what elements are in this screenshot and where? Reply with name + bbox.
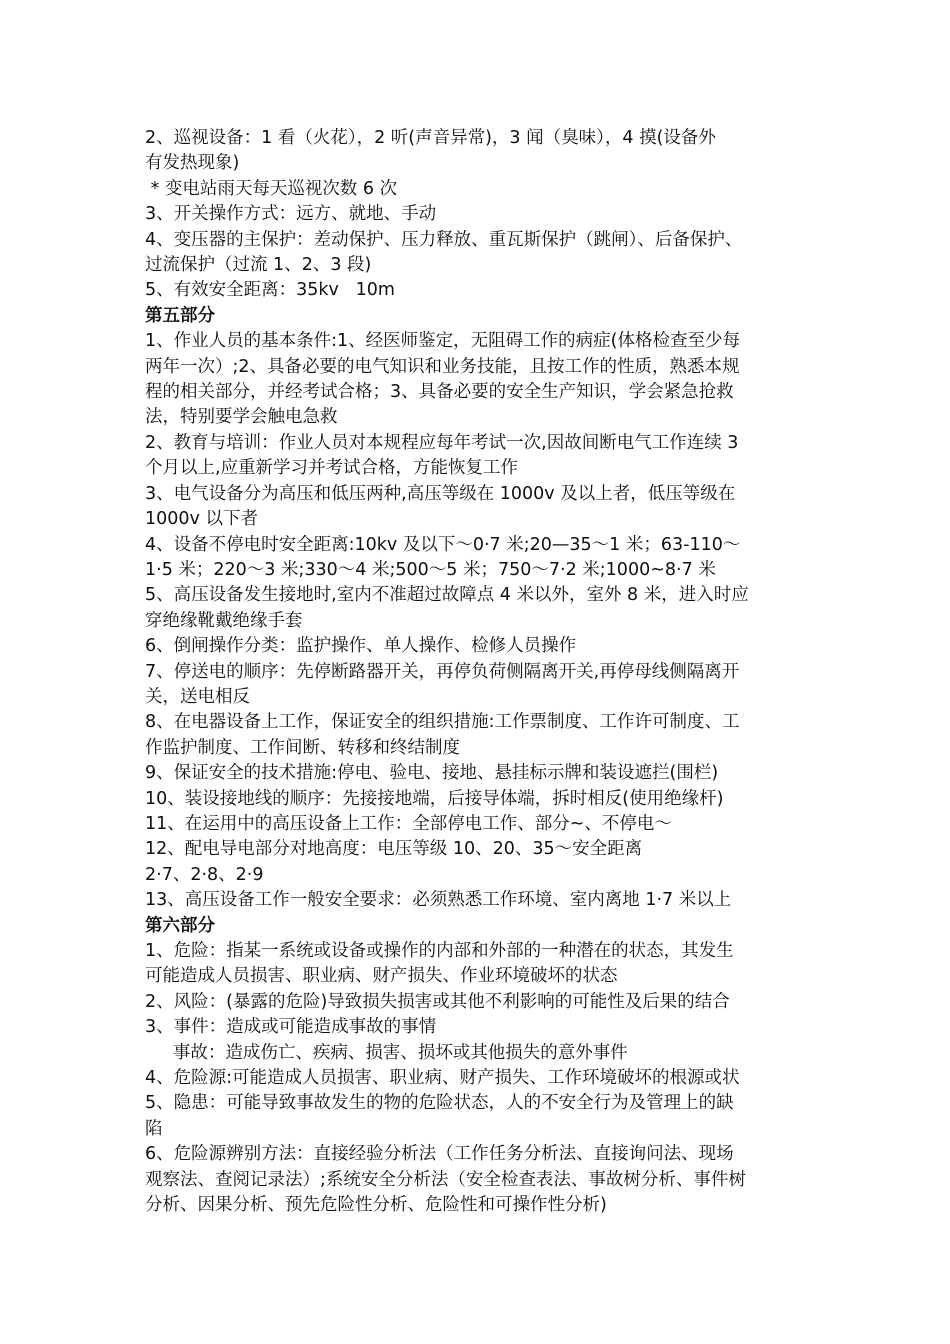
text-line: 2、教育与培训：作业人员对本规程应每年考试一次,因故间断电气工作连续 3: [145, 432, 739, 453]
text-line: 关，送电相反: [145, 686, 250, 707]
text-line: 4、变压器的主保护：差动保护、压力释放、重瓦斯保护（跳闸）、后备保护、: [145, 229, 743, 250]
text-line: 2、风险：(暴露的危险)导致损失损害或其他不利影响的可能性及后果的结合: [145, 991, 730, 1012]
text-line: 法，特别要学会触电急救: [145, 407, 338, 428]
text-line: 程的相关部分，并经考试合格；3、具备必要的安全生产知识，学会紧急抢救: [145, 382, 734, 403]
text-line: 过流保护（过流 1、2、3 段): [145, 255, 372, 276]
text-line: 有发热现象): [145, 153, 240, 174]
text-line: 9、保证安全的技术措施:停电、验电、接地、悬挂标示牌和装设遮拦(围栏): [145, 763, 719, 784]
text-line: 2·7、2·8、2·9: [145, 864, 264, 885]
text-line: 1000v 以下者: [145, 509, 258, 530]
text-line: 1、作业人员的基本条件:1、经医师鉴定，无阻碍工作的病症(体格检查至少每: [145, 331, 740, 352]
text-line: 5、有效安全距离：35kv 10m: [145, 280, 395, 301]
text-line: 6、倒闸操作分类：监护操作、单人操作、检修人员操作: [145, 636, 577, 657]
text-line: 1·5 米；220～3 米;330～4 米;500～5 米；750～7·2 米;1000~8·7 米: [145, 559, 716, 580]
text-line: 8、在电器设备上工作，保证安全的组织措施:工作票制度、工作许可制度、工: [145, 712, 740, 733]
text-line: 3、开关操作方式：远方、就地、手动: [145, 204, 437, 225]
text-line: 两年一次）;2、具备必要的电气知识和业务技能，且按工作的性质，熟悉本规: [145, 356, 740, 377]
section-heading: 第五部分: [145, 305, 215, 326]
text-line: 个月以上,应重新学习并考试合格，方能恢复工作: [145, 458, 519, 479]
text-line: 穿绝缘靴戴绝缘手套: [145, 610, 303, 631]
text-line: 陷: [145, 1118, 163, 1139]
text-line: 作监护制度、工作间断、转移和终结制度: [145, 737, 460, 758]
text-line: 2、巡视设备：1 看（火花），2 听(声音异常)，3 闻（臭味），4 摸(设备外: [145, 128, 716, 148]
text-line: 分析、因果分析、预先危险性分析、危险性和可操作性分析): [145, 1195, 607, 1216]
text-line: 可能造成人员损害、职业病、财产损失、作业环境破坏的状态: [145, 966, 618, 987]
text-line: 12、配电导电部分对地高度：电压等级 10、20、35～安全距离: [145, 839, 643, 860]
text-line: 3、电气设备分为高压和低压两种,高压等级在 1000v 及以上者，低压等级在: [145, 483, 736, 504]
text-line: 4、危险源:可能造成人员损害、职业病、财产损失、工作环境破坏的根源或状: [145, 1068, 740, 1089]
text-line: 10、装设接地线的顺序：先接接地端，后接导体端，拆时相反(使用绝缘杆): [145, 788, 724, 809]
text-line: 6、危险源辨别方法：直接经验分析法（工作任务分析法、直接询问法、现场: [145, 1144, 734, 1165]
document-body: [145, 126, 810, 1218]
text-line: 1、危险：指某一系统或设备或操作的内部和外部的一种潜在的状态，其发生: [145, 941, 734, 961]
text-line: 13、高压设备工作一般安全要求：必须熟悉工作环境、室内离地 1·7 米以上: [145, 890, 732, 911]
text-line: 7、停送电的顺序：先停断路器开关，再停负荷侧隔离开关,再停母线侧隔离开: [145, 661, 740, 682]
text-line: 事故：造成伤亡、疾病、损害、损坏或其他损失的意外事件: [145, 1042, 628, 1063]
text-line: 5、高压设备发生接地时,室内不准超过故障点 4 米以外，室外 8 米，进入时应: [145, 585, 749, 606]
text-line: * 变电站雨天每天巡视次数 6 次: [145, 178, 398, 199]
section-heading: 第六部分: [145, 915, 215, 936]
text-line: 4、设备不停电时安全距离:10kv 及以下～0·7 米;20—35～1 米；63-110～: [145, 534, 741, 555]
text-line: 5、隐患：可能导致事故发生的物的危险状态，人的不安全行为及管理上的缺: [145, 1093, 734, 1114]
text-line: 3、事件：造成或可能造成事故的事情: [145, 1017, 437, 1038]
text-line: 观察法、查阅记录法）;系统安全分析法（安全检查表法、事故树分析、事件树: [145, 1169, 746, 1190]
text-line: 11、在运用中的高压设备上工作：全部停电工作、部分~、不停电～: [145, 813, 672, 834]
